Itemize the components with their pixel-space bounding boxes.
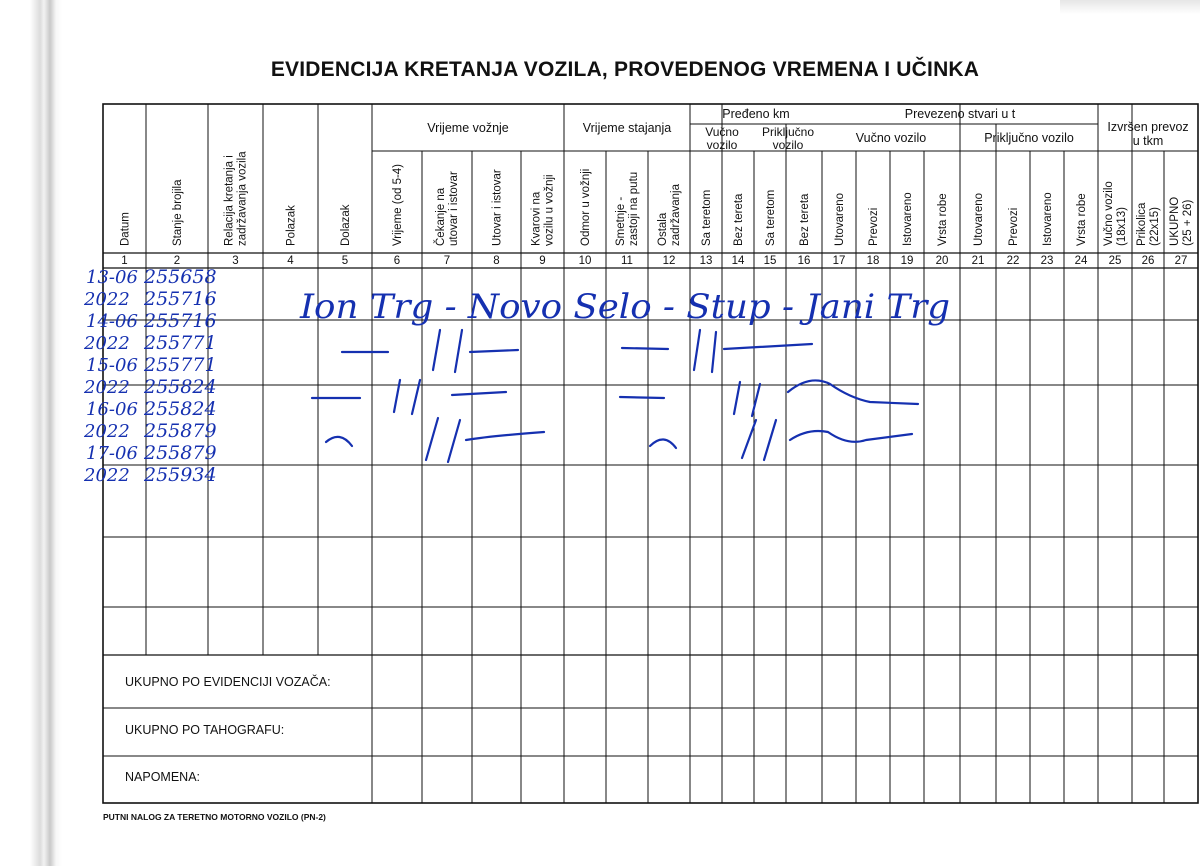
column-number-3: 3 bbox=[232, 255, 239, 267]
column-number-5: 5 bbox=[341, 255, 349, 267]
hw-ditto-mark bbox=[452, 392, 506, 395]
column-number-8: 8 bbox=[493, 255, 500, 267]
hw-ditto-mark bbox=[620, 397, 664, 398]
column-header-4: Polazak bbox=[285, 205, 298, 246]
column-header-27: (25 + 26) bbox=[1182, 199, 1194, 246]
column-number-17: 17 bbox=[832, 255, 846, 267]
column-header-25: Vučno vozilo bbox=[1103, 181, 1115, 246]
column-header-17: Utovareno bbox=[834, 192, 846, 246]
column-header-16: Bez tereta bbox=[799, 193, 811, 246]
column-header-25: (18x13) bbox=[1116, 207, 1128, 246]
hw-ditto-mark bbox=[433, 330, 440, 370]
column-number-9: 9 bbox=[539, 255, 546, 267]
hw-ditto-mark bbox=[724, 344, 812, 349]
hw-ditto-mark bbox=[448, 420, 460, 462]
hw-route: Ion Trg - Novo Selo - Stup - Jani Trg bbox=[298, 287, 950, 327]
group-predjeno-km: Pređeno km bbox=[722, 107, 790, 121]
column-number-23: 23 bbox=[1040, 255, 1054, 267]
group-prevezeno-stvari: Prevezeno stvari u t bbox=[904, 107, 1016, 121]
column-number-21: 21 bbox=[971, 255, 985, 267]
column-number-20: 20 bbox=[935, 255, 949, 267]
hw-odometer-start: 255658 bbox=[144, 266, 217, 288]
column-number-12: 12 bbox=[662, 255, 676, 267]
column-number-24: 24 bbox=[1074, 255, 1088, 267]
hw-odometer-start: 255716 bbox=[144, 310, 217, 332]
column-header-26: (22x15) bbox=[1149, 207, 1161, 246]
hw-odometer-start: 255824 bbox=[144, 398, 217, 420]
hw-odometer-end: 255716 bbox=[144, 288, 217, 310]
column-number-7: 7 bbox=[443, 255, 451, 267]
column-number-14: 14 bbox=[731, 255, 745, 267]
group-km-vucno: vozilo bbox=[706, 138, 738, 152]
hw-ditto-mark bbox=[694, 330, 700, 370]
column-header-3: zadržavanja vozila bbox=[236, 151, 249, 246]
column-header-11: Smetnje - bbox=[615, 196, 627, 246]
column-number-26: 26 bbox=[1141, 255, 1155, 267]
column-number-13: 13 bbox=[699, 255, 713, 267]
summary-label: UKUPNO PO EVIDENCIJI VOZAČA: bbox=[125, 675, 331, 689]
column-number-19: 19 bbox=[900, 255, 914, 267]
hw-odometer-end: 255934 bbox=[144, 464, 217, 486]
column-header-3: Relacija kretanja i bbox=[223, 155, 236, 246]
column-header-10: Odmor u vožnji bbox=[580, 168, 592, 246]
column-header-11: zastoji na putu bbox=[628, 171, 640, 246]
form-footer: PUTNI NALOG ZA TERETNO MOTORNO VOZILO (PN-2) bbox=[103, 812, 326, 822]
hw-ditto-mark bbox=[466, 432, 544, 440]
column-header-5: Dolazak bbox=[340, 204, 352, 246]
column-header-6: Vrijeme (od 5-4) bbox=[392, 163, 404, 246]
hw-ditto-mark bbox=[734, 382, 740, 414]
hw-odometer-end: 255771 bbox=[144, 332, 217, 354]
column-header-27: UKUPNO bbox=[1169, 196, 1181, 246]
hw-odometer-end: 255879 bbox=[144, 420, 217, 442]
column-number-6: 6 bbox=[393, 255, 401, 267]
column-header-13: Sa teretom bbox=[701, 189, 713, 246]
column-number-25: 25 bbox=[1108, 255, 1122, 267]
column-number-18: 18 bbox=[866, 255, 880, 267]
hw-date-day: 15-06 bbox=[86, 355, 138, 376]
column-header-15: Sa teretom bbox=[765, 189, 777, 246]
hw-ditto-mark bbox=[790, 431, 912, 442]
hw-ditto-mark bbox=[764, 420, 776, 460]
hw-date-day: 17-06 bbox=[86, 443, 138, 464]
column-header-1: Datum bbox=[119, 212, 132, 246]
hw-ditto-mark bbox=[455, 330, 462, 372]
table-frame bbox=[103, 104, 1198, 803]
column-header-2: Stanje brojila bbox=[172, 179, 184, 246]
column-header-9: Kvarovi na bbox=[530, 191, 543, 246]
group-vrijeme-stajanja: Vrijeme stajanja bbox=[582, 121, 672, 135]
column-header-18: Prevozi bbox=[868, 207, 880, 246]
hw-ditto-mark bbox=[788, 380, 918, 404]
column-number-4: 4 bbox=[287, 255, 294, 267]
column-header-24: Vrsta robe bbox=[1076, 193, 1088, 246]
hw-ditto-mark bbox=[752, 384, 760, 416]
hw-ditto-mark bbox=[712, 332, 716, 372]
column-number-10: 10 bbox=[578, 255, 592, 267]
hw-date-year: 2022 bbox=[84, 289, 130, 310]
column-number-11: 11 bbox=[621, 255, 633, 267]
hw-odometer-start: 255771 bbox=[144, 354, 217, 376]
column-number-1: 1 bbox=[121, 255, 128, 267]
hw-ditto-mark bbox=[622, 348, 668, 349]
column-number-22: 22 bbox=[1006, 255, 1020, 267]
column-header-21: Utovareno bbox=[973, 192, 985, 246]
column-header-22: Prevozi bbox=[1008, 207, 1020, 246]
column-header-8: Utovar i istovar bbox=[491, 169, 504, 246]
group-izvrsen-prevoz: u tkm bbox=[1132, 134, 1164, 148]
form-title: EVIDENCIJA KRETANJA VOZILA, PROVEDENOG VREMENA I UČINKA bbox=[270, 58, 980, 81]
column-number-2: 2 bbox=[173, 255, 181, 267]
hw-date-year: 2022 bbox=[84, 377, 130, 398]
column-header-7: Čekanje na bbox=[435, 187, 447, 246]
column-header-14: Bez tereta bbox=[733, 193, 745, 246]
column-header-19: Istovareno bbox=[902, 192, 914, 246]
column-number-27: 27 bbox=[1174, 255, 1188, 267]
handwritten-entries bbox=[83, 266, 950, 486]
column-header-7: utovar i istovar bbox=[448, 171, 460, 246]
column-header-26: Prikolica bbox=[1136, 202, 1148, 246]
hw-odometer-start: 255879 bbox=[144, 442, 217, 464]
column-number-15: 15 bbox=[763, 255, 777, 267]
hw-ditto-mark bbox=[650, 439, 676, 448]
hw-date-year: 2022 bbox=[84, 333, 130, 354]
hw-date-year: 2022 bbox=[84, 465, 130, 486]
group-vucno-vozilo: Vučno vozilo bbox=[855, 131, 927, 145]
column-header-12: Ostala bbox=[657, 212, 669, 246]
group-prikljucno-vozilo: Priključno vozilo bbox=[984, 131, 1074, 145]
hw-ditto-mark bbox=[470, 350, 518, 352]
hw-date-year: 2022 bbox=[84, 421, 130, 442]
column-header-20: Vrsta robe bbox=[937, 193, 949, 246]
group-km-prikljucno: Priključno bbox=[761, 125, 815, 139]
summary-label: NAPOMENA: bbox=[125, 770, 201, 784]
hw-date-day: 14-06 bbox=[86, 311, 138, 332]
hw-date-day: 16-06 bbox=[86, 399, 138, 420]
hw-odometer-end: 255824 bbox=[144, 376, 217, 398]
hw-ditto-mark bbox=[426, 418, 438, 460]
summary-label: UKUPNO PO TAHOGRAFU: bbox=[125, 723, 285, 737]
column-header-23: Istovareno bbox=[1042, 192, 1054, 246]
group-km-prikljucno: vozilo bbox=[772, 138, 804, 152]
column-number-16: 16 bbox=[797, 255, 811, 267]
group-izvrsen-prevoz: Izvršen prevoz bbox=[1107, 120, 1189, 134]
group-km-vucno: Vučno bbox=[705, 125, 739, 139]
hw-ditto-mark bbox=[326, 437, 352, 446]
hw-date-day: 13-06 bbox=[86, 267, 138, 288]
group-vrijeme-voznje: Vrijeme vožnje bbox=[427, 121, 509, 135]
column-header-9: vozilu u vožnji bbox=[543, 174, 556, 246]
column-header-12: zadržavanja bbox=[670, 183, 682, 246]
